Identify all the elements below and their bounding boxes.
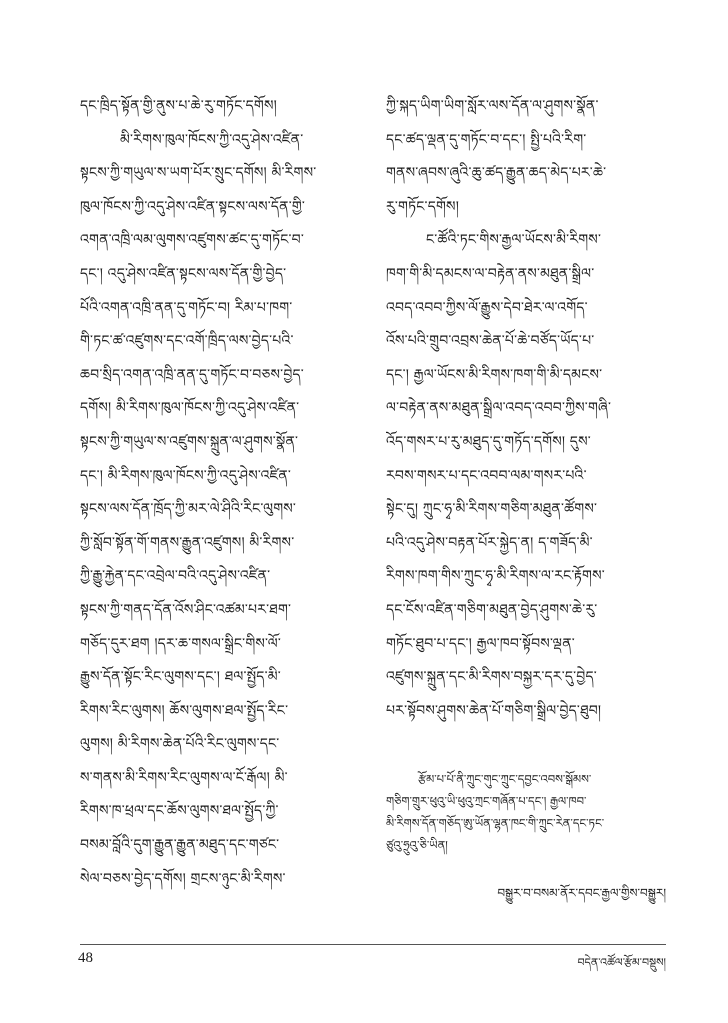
text-line: རབས་གསར་པ་དང་འབབ་ལམ་གསར་པའི་ — [386, 467, 587, 484]
text-line: རིགས་ཁག་གིས་ཀྲུང་ཧྭ་མི་རིགས་ལ་རང་རྟོགས་ — [386, 568, 605, 585]
text-line: ཀྱི་སྐད་ཡིག་ཡིག་སློར་ལས་དོན་ལ་ཤུགས་སྣོན་ — [386, 98, 599, 114]
page-number: 48 — [78, 950, 93, 966]
text-line: པོའི་འགན་འཁྲི་ནན་དུ་གཏོང་བ། རིམ་པ་ཁག་ — [80, 299, 293, 316]
text-line: འབད་འབབ་ཀྱིས་ལོ་རྒྱུས་དེབ་ཐེར་ལ་འགོད་ — [386, 299, 588, 316]
text-line: འོས་པའི་གྲུབ་འབྲས་ཆེན་པོ་ཆེ་བཙོད་ཡོད་པ་ — [386, 333, 595, 350]
text-line: སྟངས་ལས་དོན་ཁྲོད་ཀྱི་མར་ལེ་ཤིའི་རིང་ལུགས་ — [80, 501, 297, 518]
author-note — [386, 768, 668, 856]
author-note-line: ཙུའུ་ཧྲུའུ་ཅི་ཡིན། — [386, 838, 448, 852]
text-line: ཁག་གི་མི་དམངས་ལ་བརྟེན་ནས་མཐུན་སྒྲིལ་ — [386, 265, 595, 282]
text-line: རིགས་རིང་ལུགས། ཆོས་ལུགས་ཐལ་སྤྱོད་རིང་ — [80, 702, 289, 719]
text-line: དང་། འདུ་ཤེས་འཛིན་སྟངས་ལས་དོན་གྱི་བྱེད་ — [80, 265, 287, 282]
text-line: སེལ་བཅས་བྱེད་དགོས། གྲངས་ཉུང་མི་རིགས་ — [80, 870, 286, 887]
left-text-column — [80, 90, 362, 896]
text-line: པར་སྟོབས་ཤུགས་ཆེན་པོ་གཅིག་སྒྲིལ་བྱེད་ཐུབ། — [386, 702, 602, 719]
text-line: དགོས། མི་རིགས་ཁུལ་ཁོངས་ཀྱི་འདུ་ཤེས་འཛིན་ — [80, 400, 300, 417]
text-line: ལ་བརྟེན་ནས་མཐུན་སྒྲིལ་འབད་འབབ་ཀྱིས་གཞི་ — [386, 400, 612, 417]
footer-divider — [80, 944, 666, 945]
text-line: ས་གནས་མི་རིགས་རིང་ལུགས་ལ་ངོ་རྒོལ། མི་ — [80, 769, 288, 786]
text-line: འགན་འཁྲི་ལམ་ལུགས་འཛུགས་ཚང་དུ་གཏོང་བ་ — [80, 232, 304, 249]
text-line: གཏོང་ཐུབ་པ་དང་། རྒྱལ་ཁབ་སྟོབས་ལྡན་ — [386, 635, 575, 652]
text-line: ཀྱི་རྒྱུ་རྐྱེན་དང་འབྲེལ་བའི་འདུ་ཤེས་འཛིན་ — [80, 568, 271, 585]
text-line: རྒྱུས་དོན་སྟོང་རིང་ལུགས་དང་། ཐལ་སྤྱོད་མི་ — [80, 669, 281, 686]
translator-signature: བསྒྱུར་བ་བསམ་ནོར་དབང་རྒྱལ་གྱིས་བསྒྱུར། — [497, 886, 666, 900]
text-line: བསམ་བློའི་དུག་རྒྱུན་རྒྱུན་མཐུད་དང་གཙང་ — [80, 837, 280, 854]
text-line: ཁུལ་ཁོངས་ཀྱི་འདུ་ཤེས་འཛིན་སྟངས་ལས་དོན་གྱི་ — [80, 198, 306, 215]
text-line: དང་ཚད་ལྡན་དུ་གཏོང་བ་དང་། སྤྱི་པའི་རིག་ — [386, 131, 587, 148]
text-line: སྟངས་ཀྱི་གཡུལ་ས་ཡག་པོར་སྲུང་དགོས། མི་རིགས་ — [80, 165, 317, 182]
text-line: འོད་གསར་པ་རུ་མཐུད་དུ་གཏོད་དགོས། དུས་ — [386, 433, 591, 450]
running-title: བདེན་འཚོལ་རྩོམ་བསྡུས། — [577, 956, 666, 969]
text-line: རིགས་ཁ་ཕྲལ་དང་ཆོས་ལུགས་ཐལ་སྤྱོད་ཀྱི་ — [80, 803, 279, 820]
text-line: ལུགས། མི་རིགས་ཆེན་པོའི་རིང་ལུགས་དང་ — [80, 736, 280, 753]
text-line: ཀྱི་སློབ་སྟོན་གོ་གནས་རྒྱུན་འཛུགས། མི་རིགས་ — [80, 534, 295, 551]
text-line: ང་ཚོའི་ཏང་གིས་རྒྱལ་ཡོངས་མི་རིགས་ — [426, 232, 602, 249]
author-note-line: གཅིག་གྲུར་ཕུའུ་ཡི་ཕུའུ་ཀྲང་གཞོན་པ་དང་། རྒྱལ་ཁབ་ — [386, 794, 587, 808]
text-line: དང་། རྒྱལ་ཡོངས་མི་རིགས་ཁག་གི་མི་དམངས་ — [386, 366, 603, 383]
text-line: ཆབ་སྲིད་འགན་འཁྲི་ནན་དུ་གཏོང་བ་བཅས་བྱེད་ — [80, 366, 304, 383]
author-note-line: རྩོམ་པ་པོ་ནི་ཀྲུང་གུང་ཀྲུང་དབྱང་འབས་སྒོམས་ — [418, 772, 592, 786]
author-note-line: མི་རིགས་དོན་གཅོད་ཨུ་ཡོན་ལྷན་ཁང་གི་ཀྲུང་རེན་དང་ཏང་ — [386, 816, 605, 830]
text-line: གཅོད་དུར་ཐག །དར་ཆ་གསལ་སྒྲིང་གིས་ལོ་ — [80, 635, 281, 652]
text-line: སྟངས་ཀྱི་གནད་དོན་འོས་ཤིང་འཚམ་པར་ཐག་ — [80, 601, 292, 618]
right-text-column — [386, 90, 666, 728]
text-line: སྟེང་དུ། ཀྲུང་ཧྭ་མི་རིགས་གཅིག་མཐུན་ཚོགས་ — [386, 501, 598, 518]
text-line: མི་རིགས་ཁུལ་ཁོངས་ཀྱི་འདུ་ཤེས་འཛིན་ — [120, 131, 304, 148]
text-line: གནས་ཞབས་ཞུའི་ཆུ་ཚད་རྒྱུན་ཆད་མེད་པར་ཆེ་ — [386, 165, 607, 182]
text-line: སྟངས་ཀྱི་གཡུལ་ས་འཛུགས་སྐྲུན་ལ་ཤུགས་སྣོན་ — [80, 433, 299, 450]
text-line: གི་ཏང་ཚ་འཛུགས་དང་འགོ་ཁྲིད་ལས་བྱེད་པའི་ — [80, 333, 294, 350]
text-line: པའི་འདུ་ཤེས་བརྟན་པོར་སྐྱེད་ན། ད་གཟོད་མི་ — [386, 534, 593, 551]
text-line: དང་ཁྲིད་སྟོན་གྱི་ནུས་པ་ཆེ་རུ་གཏོང་དགོས། — [80, 98, 277, 114]
text-line: དང་ངོས་འཛིན་གཅིག་མཐུན་བྱེད་ཤུགས་ཆེ་རུ་ — [386, 601, 598, 618]
text-line: རུ་གཏོང་དགོས། — [386, 198, 460, 215]
text-line: དང་། མི་རིགས་ཁུལ་ཁོངས་ཀྱི་འདུ་ཤེས་འཛིན་ — [80, 467, 292, 484]
text-line: འཛུགས་སྐྲུན་དང་མི་རིགས་བསྐྱར་དར་དུ་བྱེད་ — [386, 669, 597, 686]
